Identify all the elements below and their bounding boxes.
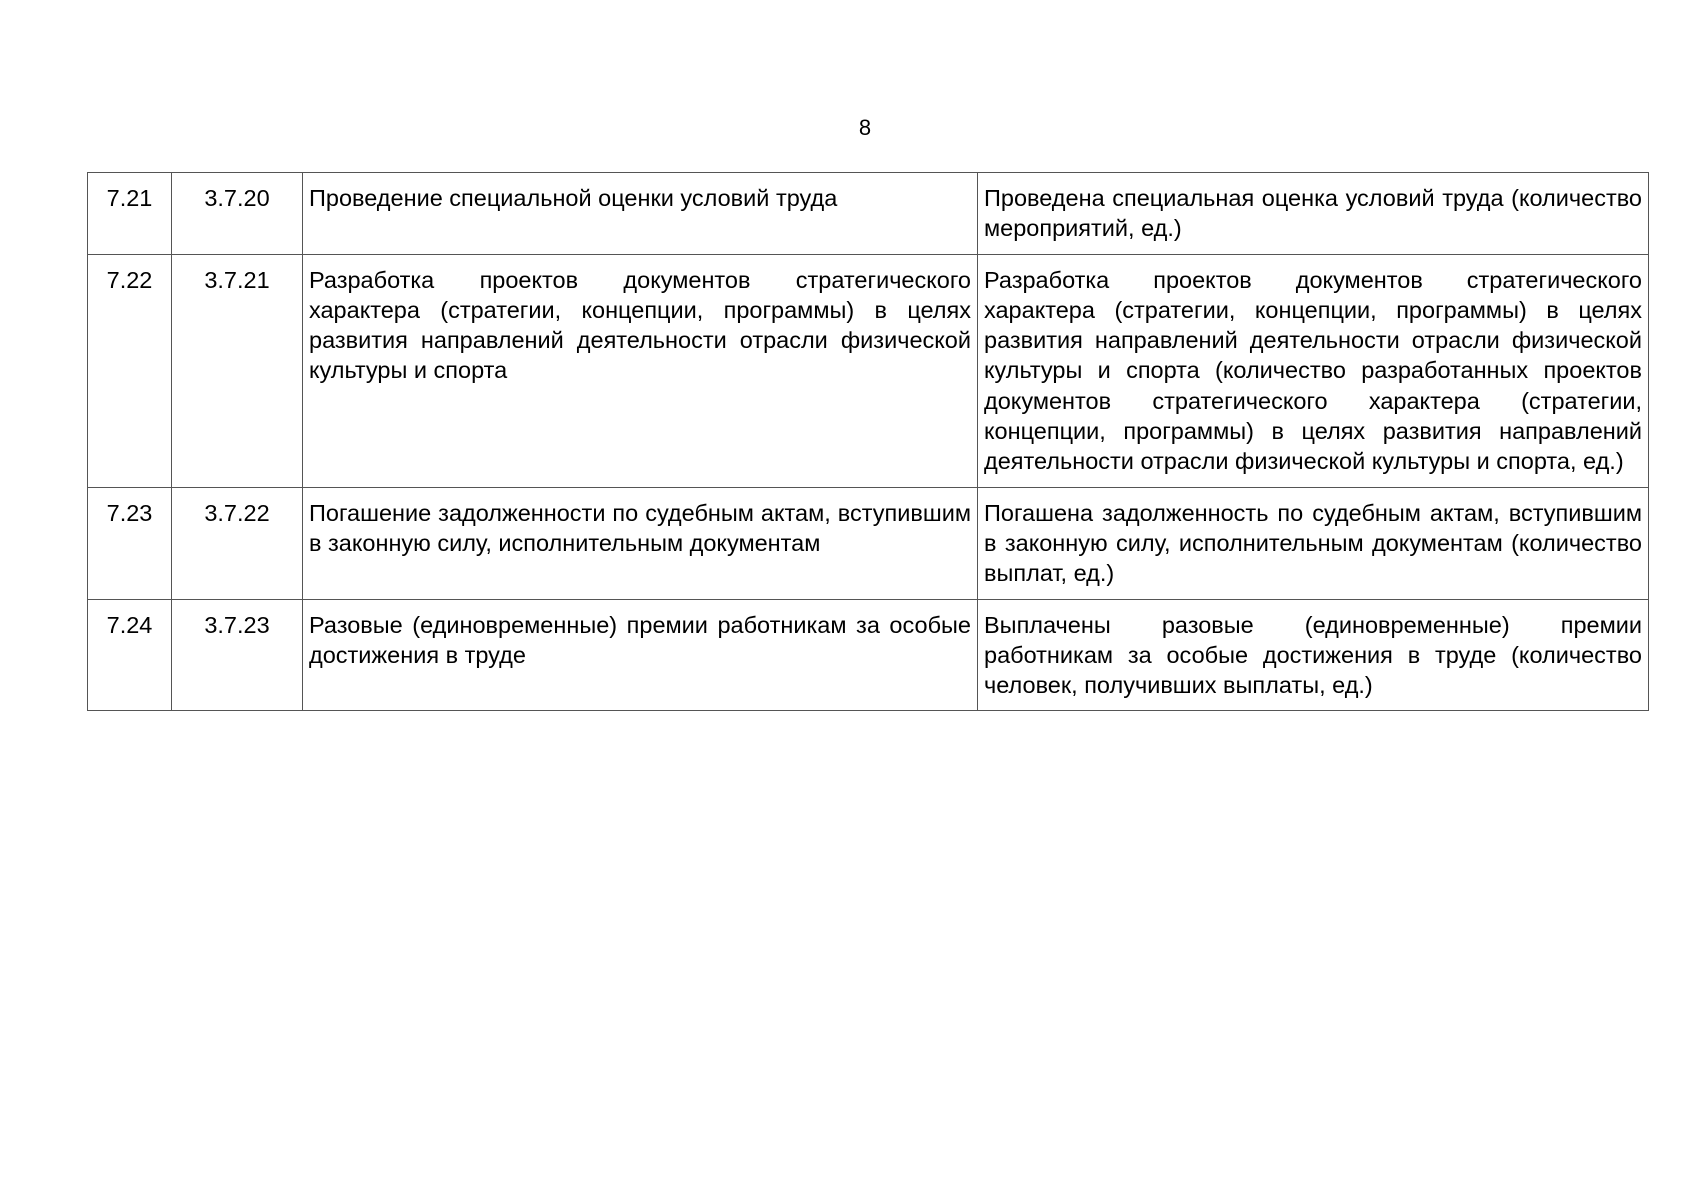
- row-number-cell: 7.21: [88, 173, 172, 255]
- row-code-cell: 3.7.22: [172, 487, 303, 599]
- row-number-cell: 7.24: [88, 599, 172, 711]
- table-row: [88, 487, 1649, 599]
- result-cell: Проведена специальная оценка условий труда (количество мероприятий, ед.): [978, 173, 1649, 255]
- event-cell: Разработка проектов документов стратегического характера (стратегии, концепции, программы) в целях развития направлений деятельности отрасли физической культуры и спорта: [303, 254, 978, 487]
- row-number-cell: 7.23: [88, 487, 172, 599]
- row-code-cell: 3.7.20: [172, 173, 303, 255]
- measures-table: [87, 172, 1649, 711]
- row-code-cell: 3.7.21: [172, 254, 303, 487]
- event-cell: Погашение задолженности по судебным актам, вступившим в законную силу, исполнительным документам: [303, 487, 978, 599]
- result-cell: Выплачены разовые (единовременные) премии работникам за особые достижения в труде (количество человек, получивших выплаты, ед.): [978, 599, 1649, 711]
- table-row: [88, 254, 1649, 487]
- event-cell: Разовые (единовременные) премии работникам за особые достижения в труде: [303, 599, 978, 711]
- result-cell: Погашена задолженность по судебным актам, вступившим в законную силу, исполнительным документам (количество выплат, ед.): [978, 487, 1649, 599]
- row-code-cell: 3.7.23: [172, 599, 303, 711]
- page-number: 8: [858, 115, 872, 140]
- row-number-cell: 7.22: [88, 254, 172, 487]
- event-cell: Проведение специальной оценки условий труда: [303, 173, 978, 255]
- table-row: [88, 173, 1649, 255]
- result-cell: Разработка проектов документов стратегического характера (стратегии, концепции, программы) в целях развития направлений деятельности отрасли физической культуры и спорта (количество разработанных проектов документов стратегического характера (стратегии, концепции, программы) в целях развития направлений деятельности отрасли физической культуры и спорта, ед.): [978, 254, 1649, 487]
- table-row: [88, 599, 1649, 711]
